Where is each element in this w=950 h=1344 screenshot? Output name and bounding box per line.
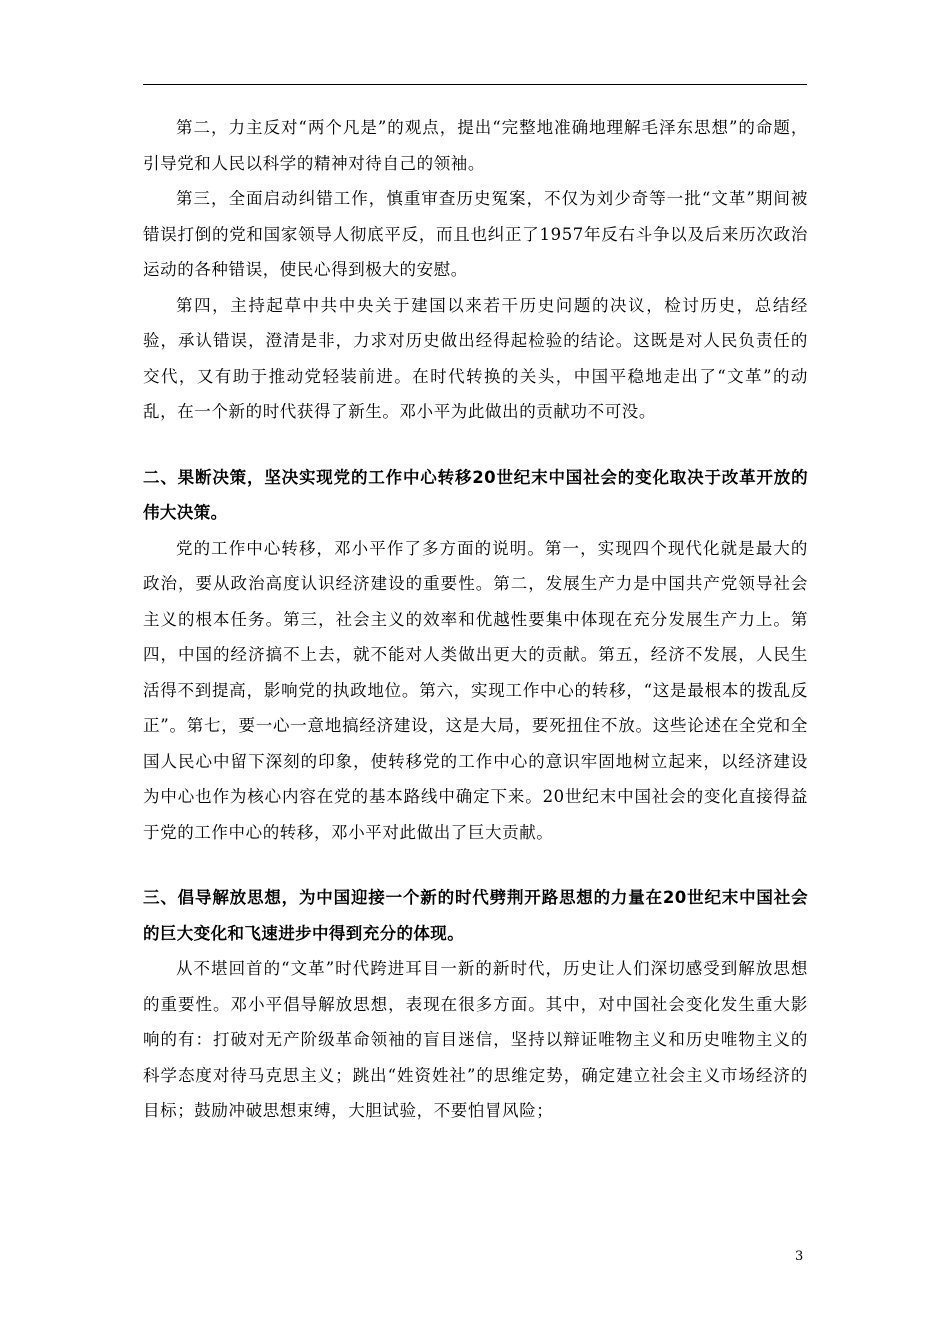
- page-number: 3: [795, 1249, 804, 1264]
- paragraph-work-center-shift: 党的工作中心转移，邓小平作了多方面的说明。第一，实现四个现代化就是最大的政治，要从政治高度认识经济建设的重要性。第二，发展生产力是中国共产党领导社会主义的根本任务。第三，社会主义的效率和优越性要集中体现在充分发展生产力上。第四，中国的经济搞不上去，就不能对人类做出更大的贡献。第五，经济不发展，人民生活得不到提高，影响党的执政地位。第六，实现工作中心的转移，“这是最根本的拨乱反正”。第七，要一心一意地搞经济建设，这是大局，要死扭住不放。这些论述在全党和全国人民心中留下深刻的印象，使转移党的工作中心的意识牢固地树立起来，以经济建设为中心也作为核心内容在党的基本路线中确定下来。20世纪末中国社会的变化直接得益于党的工作中心的转移，邓小平对此做出了巨大贡献。: [143, 538, 808, 842]
- paragraph-third-point: 第三，全面启动纠错工作，慎重审查历史冤案，不仅为刘少奇等一批“文革”期间被错误打倒的党和国家领导人彻底平反，而且也纠正了1957年反右斗争以及后来历次政治运动的各种错误，使民心得到极大的安慰。: [143, 189, 808, 279]
- paragraph-fourth-point: 第四，主持起草中共中央关于建国以来若干历史问题的决议，检讨历史，总结经验，承认错误，澄清是非，力求对历史做出经得起检验的结论。这既是对人民负责任的交代，又有助于推动党轻装前进。在时代转换的关头，中国平稳地走出了“文革”的动乱，在一个新的时代获得了新生。邓小平为此做出的贡献功不可没。: [143, 295, 808, 421]
- header-rule: [143, 84, 807, 85]
- paragraph-emancipate-thought: 从不堪回首的“文革”时代跨进耳目一新的新时代，历史让人们深切感受到解放思想的重要性。邓小平倡导解放思想，表现在很多方面。其中，对中国社会变化发生重大影响的有：打破对无产阶级革命领袖的盲目迷信，坚持以辩证唯物主义和历史唯物主义的科学态度对待马克思主义；跳出“姓资姓社”的思维定势，确定建立社会主义市场经济的目标；鼓励冲破思想束缚，大胆试验，不要怕冒风险；: [143, 959, 808, 1120]
- paragraph-second-point: 第二，力主反对“两个凡是”的观点，提出“完整地准确地理解毛泽东思想”的命题，引导党和人民以科学的精神对待自己的领袖。: [143, 118, 808, 173]
- document-body: [143, 110, 808, 1129]
- section-heading-two: 二、果断决策，坚决实现党的工作中心转移20世纪末中国社会的变化取决于改革开放的伟大决策。: [143, 467, 808, 522]
- section-heading-three: 三、倡导解放思想，为中国迎接一个新的时代劈荆开路思想的力量在20世纪末中国社会的巨大变化和飞速进步中得到充分的体现。: [143, 888, 808, 943]
